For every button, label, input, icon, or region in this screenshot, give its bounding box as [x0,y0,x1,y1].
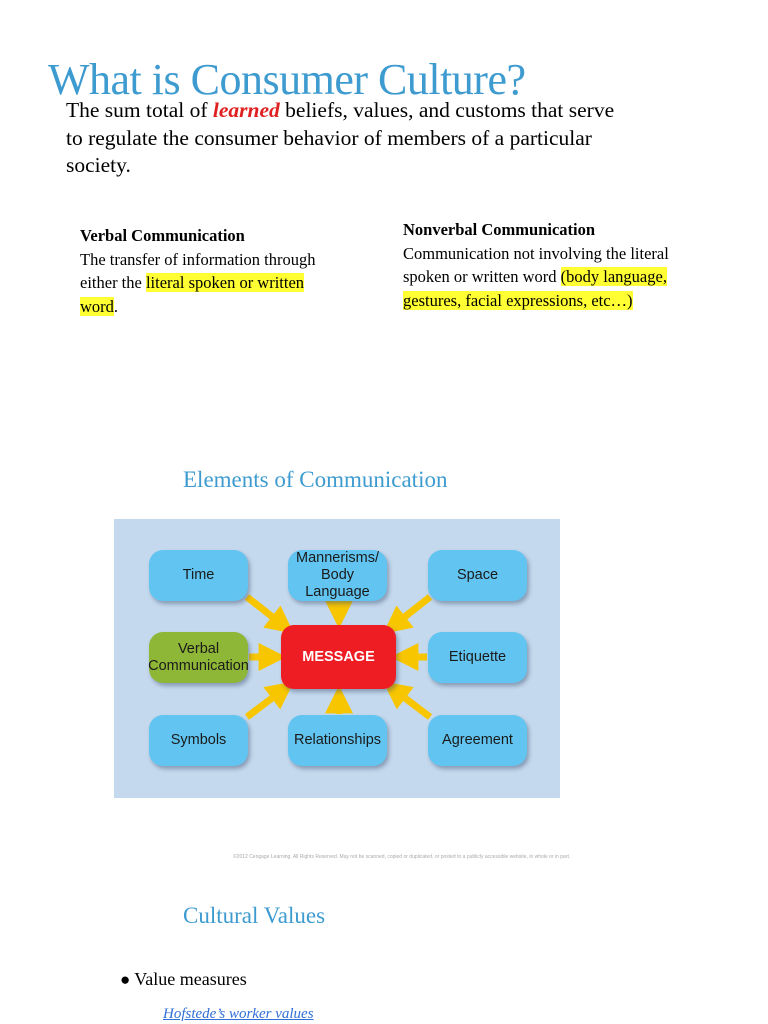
nonverbal-communication-block [403,218,693,312]
verbal-heading: Verbal Communication [80,226,245,245]
bullet-item [120,968,247,991]
copyright-notice: ©2012 Cengage Learning. All Rights Reserved. May not be scanned, copied or duplicated, or posted to a publicly accessible website, in whole or in part. [233,854,571,860]
definition-text [66,97,626,180]
verbal-definition [80,248,320,319]
nonverbal-text: Communication not involving the literal spoken or written word [403,243,669,286]
arrow-time [247,597,284,626]
arrow-symbols [247,689,284,717]
node-time: Time [149,550,248,601]
definition-end: beliefs, values, and customs that serve to regulate the consumer behavior of members of a particular society. [66,98,615,177]
node-agreement: Agreement [428,715,527,766]
node-space: Space [428,550,527,601]
page-title: What is Consumer Culture? [48,55,526,104]
bullet-text: Value measures [134,969,247,989]
node-relationships: Relationships [288,715,387,766]
verbal-highlight: literal spoken or written word [80,273,305,316]
definition-emphasis: learned [212,98,280,122]
verbal-text: The transfer of information through either the [80,249,316,292]
nonverbal-definition [403,242,693,313]
elements-title: Elements of Communication [183,467,448,492]
nonverbal-highlight: (body language, gestures, facial expressions, etc…) [403,267,667,310]
hofstede-link[interactable]: Hofstede’s worker values [163,1006,314,1022]
node-verbal-communication: Verbal Communication [149,632,248,683]
verbal-communication-block [80,224,320,318]
node-mannerisms: Mannerisms/ Body Language [288,550,387,601]
node-etiquette: Etiquette [428,632,527,683]
arrow-space [393,597,430,626]
nonverbal-heading: Nonverbal Communication [403,220,596,239]
node-message: MESSAGE [281,625,396,689]
definition-start: The sum total of [66,98,213,122]
bullet-dot-icon: ● [120,970,131,989]
arrow-agreement [393,689,430,717]
verbal-period: . [113,296,119,316]
communication-diagram [114,519,560,798]
cultural-values-title: Cultural Values [183,903,326,928]
node-symbols: Symbols [149,715,248,766]
